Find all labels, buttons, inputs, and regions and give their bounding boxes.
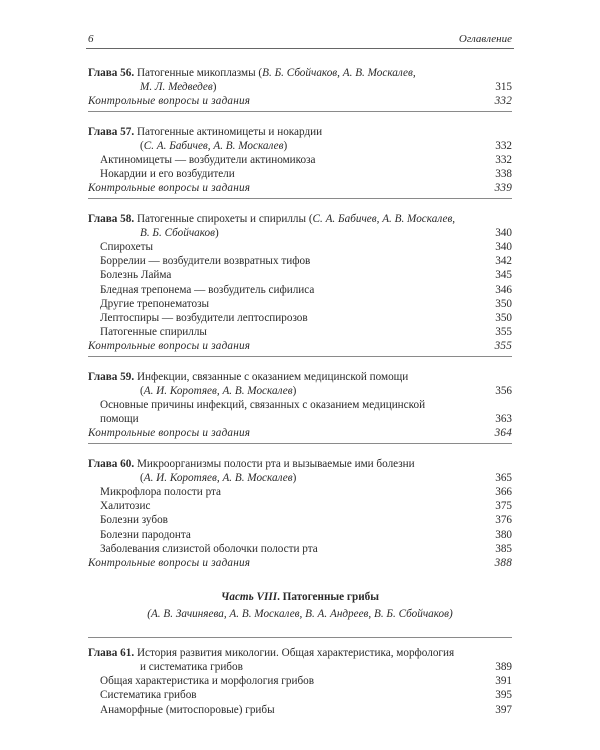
subsection: Халитозис 375: [100, 500, 512, 513]
page-number: 6: [88, 33, 94, 45]
chapter-58: [88, 212, 512, 354]
divider: [88, 443, 512, 444]
subsection: Болезни зубов 376: [100, 514, 512, 527]
page-ref: 355: [494, 340, 512, 353]
subsection: Заболевания слизистой оболочки полости рта 385: [100, 542, 512, 555]
subsection: Лептоспиры — возбудители лептоспирозов 350: [100, 312, 512, 325]
chapter-authors: (С. А. Бабичев, А. В. Москалев) 332: [140, 139, 512, 152]
chapter-56: [88, 66, 512, 109]
page-ref: 391: [495, 675, 512, 688]
subsection: Болезнь Лайма 345: [100, 269, 512, 282]
chapter-authors: (А. И. Коротяев, А. В. Москалев) 356: [140, 384, 512, 397]
chapter-60: [88, 457, 512, 571]
page-ref: 376: [495, 514, 512, 527]
page-ref: 332: [495, 139, 512, 152]
divider: [88, 198, 512, 199]
subsection: Бледная трепонема — возбудитель сифилиса 346: [100, 283, 512, 296]
chapter-heading: Глава 57. Патогенные актиномицеты и нокардии: [88, 125, 323, 138]
table-of-contents: [88, 66, 512, 717]
page-ref: 332: [494, 95, 512, 108]
page-ref: 388: [494, 557, 512, 570]
chapter-61: [88, 646, 512, 717]
subsection: Болезни пародонта 380: [100, 528, 512, 541]
page-ref: 364: [494, 427, 512, 440]
control-questions: Контрольные вопросы и задания 388: [88, 557, 512, 570]
subsection: Анаморфные (митоспоровые) грибы 397: [100, 703, 512, 716]
part-heading: Часть VIII. Патогенные грибы: [221, 591, 379, 604]
page-ref: 332: [495, 154, 512, 167]
chapter-heading-continued: и систематика грибов 389: [140, 660, 512, 673]
subsection: Микрофлора полости рта 366: [100, 486, 512, 499]
page-ref: 397: [495, 703, 512, 716]
chapter-authors: В. Б. Сбойчаков) 340: [140, 226, 512, 239]
page-ref: 350: [495, 297, 512, 310]
page-ref: 366: [495, 486, 512, 499]
chapter-59: [88, 370, 512, 441]
chapter-authors: М. Л. Медведев) 315: [140, 81, 512, 94]
page-ref: 342: [495, 255, 512, 268]
page-ref: 380: [495, 528, 512, 541]
chapter-57: [88, 125, 512, 196]
subsection: Систематика грибов 395: [100, 689, 512, 702]
page-ref: 340: [495, 226, 512, 239]
chapter-heading: Глава 60. Микроорганизмы полости рта и вызываемые ими болезни: [88, 457, 415, 470]
chapter-authors: (А. И. Коротяев, А. В. Москалев) 365: [140, 471, 512, 484]
page-ref: 339: [494, 182, 512, 195]
running-header: [86, 30, 514, 49]
subsection: Спирохеты 340: [100, 241, 512, 254]
page-ref: 375: [495, 500, 512, 513]
subsection: Боррелии — возбудители возвратных тифов 342: [100, 255, 512, 268]
divider: [88, 356, 512, 357]
chapter-heading: Глава 56. Патогенные микоплазмы (В. Б. Сбойчаков, А. В. Москалев,: [88, 67, 416, 79]
running-title: Оглавление: [458, 33, 512, 45]
control-questions: Контрольные вопросы и задания 364: [88, 427, 512, 440]
page-ref: 355: [495, 326, 512, 339]
divider: [88, 111, 512, 112]
page-ref: 315: [495, 81, 512, 94]
subsection: Актиномицеты — возбудители актиномикоза 332: [100, 154, 512, 167]
page-ref: 345: [495, 269, 512, 282]
chapter-heading: Глава 58. Патогенные спирохеты и спириллы (С. А. Бабичев, А. В. Москалев,: [88, 212, 456, 225]
page-ref: 389: [495, 660, 512, 673]
page-ref: 338: [495, 168, 512, 181]
page-ref: 350: [495, 312, 512, 325]
control-questions: Контрольные вопросы и задания 355: [88, 340, 512, 353]
page-ref: 385: [495, 542, 512, 555]
subsection: Другие трепонематозы 350: [100, 297, 512, 310]
subsection: Основные причины инфекций, связанных с оказанием медицинской: [100, 399, 426, 412]
subsection: Патогенные спириллы 355: [100, 326, 512, 339]
divider: [88, 637, 512, 638]
page-ref: 365: [495, 471, 512, 484]
subsection-continued: помощи 363: [100, 413, 512, 426]
control-questions: Контрольные вопросы и задания 339: [88, 182, 512, 195]
subsection: Нокардии и его возбудители 338: [100, 168, 512, 181]
subsection: Общая характеристика и морфология грибов 391: [100, 675, 512, 688]
page-ref: 395: [495, 689, 512, 702]
control-questions: Контрольные вопросы и задания 332: [88, 95, 512, 108]
page-ref: 363: [495, 413, 512, 426]
page-ref: 340: [495, 241, 512, 254]
chapter-heading: Глава 61. История развития микологии. Общая характеристика, морфология: [88, 646, 455, 659]
part-authors: (А. В. Зачиняева, А. В. Москалев, В. А. Андреев, В. Б. Сбойчаков): [147, 607, 453, 620]
page-ref: 346: [495, 283, 512, 296]
chapter-heading: Глава 59. Инфекции, связанные с оказанием медицинской помощи: [88, 370, 409, 383]
page-ref: 356: [495, 384, 512, 397]
